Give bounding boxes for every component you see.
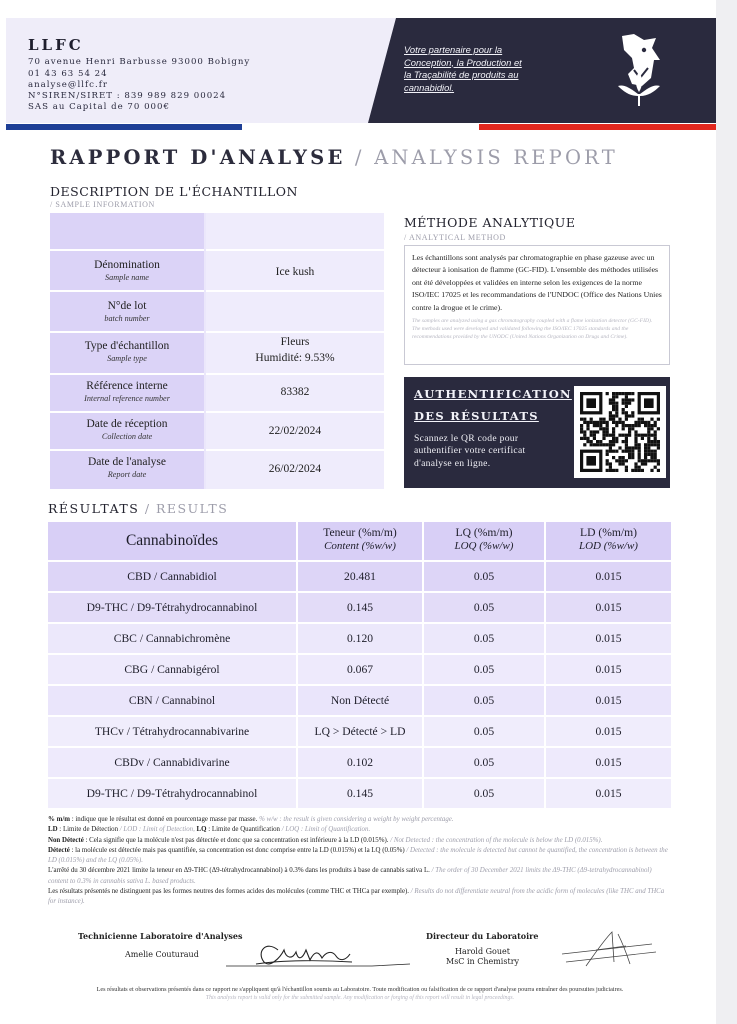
sample-row — [50, 375, 384, 413]
cell-ld: 0.015 — [595, 601, 622, 614]
cell-ld: 0.015 — [595, 725, 622, 738]
sample-row — [50, 413, 384, 451]
note-line — [48, 836, 670, 846]
cell-lq: 0.05 — [473, 725, 495, 738]
note-fr: : Limite de Quantification — [206, 826, 280, 834]
note-key: % m/m — [48, 816, 71, 823]
table-row — [48, 624, 671, 653]
note-key: Détecté — [48, 846, 70, 854]
results-table — [48, 522, 671, 808]
title-fr: RAPPORT D'ANALYSE — [50, 146, 346, 169]
table-row — [48, 717, 671, 746]
sample-value: 22/02/2024 — [268, 425, 322, 437]
director-signature-icon — [556, 928, 660, 970]
sample-section-subtitle: / SAMPLE INFORMATION — [50, 200, 155, 209]
sample-value-humidity: Humidité: 9.53% — [255, 352, 335, 364]
sample-label: Type d'échantillon — [84, 340, 170, 352]
cell-lq: 0.05 — [473, 694, 495, 707]
title-separator: / — [354, 146, 365, 169]
table-row — [48, 593, 671, 622]
note-en: / Not Detected : the concentration of the molecule is below the LD (0.015%). — [390, 836, 603, 844]
cell-name: CBDv / Cannabidivarine — [114, 756, 230, 769]
company-name: LLFC — [28, 36, 84, 54]
sample-row — [50, 451, 384, 489]
sample-label-cell — [50, 413, 204, 451]
footer-disclaimer-en: This analysis report is valid only for the submitted sample. Any modification or forging of this report will result in legal proceedings. — [205, 995, 515, 1001]
company-tagline[interactable] — [404, 44, 564, 94]
director-degree: MsC in Chemistry — [446, 957, 520, 966]
results-notes — [48, 815, 670, 908]
note-fr: : Limite de Détection — [57, 826, 119, 834]
note-fr: : Cela signifie que la molécule n'est pas détectée et donc que sa concentration est inférieure à la LD (0.015%). — [83, 836, 389, 844]
sample-row — [50, 333, 384, 375]
director-name: Harold Gouet — [455, 947, 510, 956]
header-content-en: Content (%w/w) — [324, 540, 396, 552]
cell-name: D9-THC / D9-Tétrahydrocannabinol — [86, 787, 258, 800]
method-text-fr: Les échantillons sont analysés par chromatographie en phase gazeuse avec un détecteur à ionisation de flamme (GC-FID). L'ensemble des méthodes utilisées ont été développées et validées en interne selon les exigences de la norme ISO/IEC 17025 et les recommandations de l'UNDOC (Office des Nations Unies contre la drogue et le crime). — [412, 253, 662, 312]
sample-label: Dénomination — [94, 259, 160, 271]
auth-title-line-2: DES RÉSULTATS — [414, 409, 539, 423]
note-line — [48, 866, 670, 887]
note-fr: L'arrêté du 30 décembre 2021 limite la teneur en Δ9-THC (Δ9-tétrahydrocannabinol) à 0.3% dans les produits à base de cannabis sativa L. — [48, 867, 430, 875]
sample-label-cell — [50, 451, 204, 489]
method-section-title: MÉTHODE ANALYTIQUE — [404, 215, 576, 230]
sample-label-cell — [50, 333, 204, 375]
note-fr: : la molécule est détectée mais pas quantifiée, sa concentration est donc comprise entre la LD (0.015%) et la LQ (0.05%) — [69, 846, 405, 854]
sample-value-cell — [206, 213, 384, 251]
footer-disclaimer-fr: Les résultats et observations présentés dans ce rapport ne s'appliquent qu'à l'échantillon soumis au Laboratoire. Toute modification ou falsification de ce rapport d'analyse pourra entraîner des poursuites judiciaires. — [96, 986, 624, 993]
auth-title-line-1: AUTHENTIFICATION — [414, 387, 572, 401]
sample-label: Date de l'analyse — [87, 456, 167, 468]
method-section-subtitle: / ANALYTICAL METHOD — [404, 233, 506, 242]
cell-lq: 0.05 — [473, 570, 495, 583]
cell-name: THCv / Tétrahydrocannabivarine — [94, 725, 250, 738]
auth-instructions: Scannez le QR code pour authentifier votre certificat d'analyse en ligne. — [414, 433, 526, 469]
cell-name: CBD / Cannabidiol — [127, 570, 217, 583]
note-key: LQ — [196, 826, 207, 834]
sample-label: Date de réception — [86, 418, 168, 430]
method-text-en: The samples are analyzed using a gas chromatography coupled with a flame ionization detector (GC-FID). The methods used were developed and validated following the ISO/IEC 17025 standards and the recommendations provided by the UNODC (United Nations Organization on Drugs and Crime). — [412, 318, 653, 341]
header-content — [298, 522, 422, 560]
tagline-line: Votre partenaire pour la — [404, 44, 503, 55]
header-cannabinoids — [48, 522, 296, 560]
company-email[interactable]: analyse@llfc.fr — [28, 80, 108, 90]
header-cannabinoids-label: Cannabinoïdes — [125, 532, 219, 549]
sample-header-row — [50, 213, 384, 251]
qr-code-icon[interactable] — [574, 386, 666, 478]
results-title-fr: RÉSULTATS — [48, 501, 140, 516]
note-line — [48, 815, 670, 825]
company-siren: N°SIREN/SIRET : 839 989 829 00024 — [28, 91, 227, 101]
page-edge — [716, 0, 737, 1024]
results-title-en: RESULTS — [156, 501, 229, 516]
table-row — [48, 655, 671, 684]
cell-lq: 0.05 — [473, 663, 495, 676]
sample-value-cell — [206, 333, 384, 375]
note-en: / Results do not differentiate neutral from the acidic form of molecules (like THC and THCa for instance). — [48, 888, 665, 906]
cell-ld: 0.015 — [595, 570, 622, 583]
results-title-sep: / — [144, 501, 151, 516]
cell-ld: 0.015 — [595, 694, 622, 707]
sample-value-cell — [206, 251, 384, 292]
company-address: 70 avenue Henri Barbusse 93000 Bobigny — [28, 57, 251, 67]
sample-value: Fleurs — [280, 336, 310, 348]
method-description-box — [404, 245, 670, 365]
company-capital: SAS au Capital de 70 000€ — [28, 102, 170, 112]
sample-value-cell — [206, 451, 384, 489]
cell-content: 0.102 — [346, 756, 374, 769]
flag-red-bar — [479, 124, 716, 130]
cell-content: 20.481 — [344, 570, 376, 583]
sample-label-cell — [50, 251, 204, 292]
results-section-title — [48, 501, 228, 516]
sample-info-table — [50, 213, 384, 489]
sample-section-title: DESCRIPTION DE L'ÉCHANTILLON — [50, 184, 298, 199]
title-en: ANALYSIS REPORT — [374, 146, 618, 169]
tagline-line: cannabidiol. — [404, 81, 455, 93]
sample-row — [50, 292, 384, 333]
director-title: Directeur du Laboratoire — [426, 931, 539, 941]
sample-row — [50, 251, 384, 292]
header-lq — [424, 522, 544, 560]
cell-content: 0.145 — [346, 601, 374, 614]
note-line — [48, 825, 670, 835]
sample-value-cell — [206, 413, 384, 451]
column-divider — [422, 522, 424, 808]
sample-label-cell — [50, 375, 204, 413]
cell-content: 0.067 — [346, 663, 374, 676]
results-header-row — [48, 522, 671, 560]
sample-value: 26/02/2024 — [268, 463, 322, 475]
sample-label-en: Sample name — [105, 273, 149, 282]
cell-ld: 0.015 — [595, 663, 622, 676]
cell-ld: 0.015 — [595, 632, 622, 645]
sample-label-cell — [50, 213, 204, 251]
table-row — [48, 562, 671, 591]
table-row — [48, 748, 671, 777]
cell-name: CBC / Cannabichromène — [113, 632, 231, 645]
sample-label-en: Internal reference number — [84, 394, 170, 403]
table-row — [48, 779, 671, 808]
sample-label: Référence interne — [86, 380, 168, 392]
note-key: LD — [48, 826, 58, 834]
note-key: Non Détecté — [48, 836, 84, 844]
sample-label-en: batch number — [104, 314, 150, 323]
sample-label: N°de lot — [107, 300, 147, 312]
tagline-line: Conception, la Production et — [404, 56, 522, 68]
sample-value: 83382 — [280, 386, 310, 398]
sample-value: Ice kush — [275, 266, 315, 278]
column-divider — [296, 522, 298, 808]
note-en: / LOD : Limit of Detection, — [119, 826, 195, 834]
cell-lq: 0.05 — [473, 601, 495, 614]
sample-value-cell — [206, 292, 384, 333]
note-fr: Les résultats présentés ne distinguent pas les formes neutres des formes acides des molécules (comme THC et THCa par exemple). — [48, 888, 410, 896]
header-ld-fr: LD (%m/m) — [580, 526, 637, 539]
cell-content: 0.120 — [346, 632, 374, 645]
sample-label-cell — [50, 292, 204, 333]
cell-lq: 0.05 — [473, 632, 495, 645]
cell-name: CBN / Cannabinol — [128, 694, 216, 707]
note-line — [48, 846, 670, 867]
cell-ld: 0.015 — [595, 756, 622, 769]
sample-label-en: Collection date — [101, 432, 153, 441]
cell-ld: 0.015 — [595, 787, 622, 800]
header-content-fr: Teneur (%m/m) — [323, 526, 397, 539]
header-ld-en: LOD (%w/w) — [579, 540, 638, 552]
note-line — [48, 887, 670, 908]
cell-lq: 0.05 — [473, 756, 495, 769]
header-lq-fr: LQ (%m/m) — [455, 526, 513, 539]
note-en: / LOQ : Limit of Quantification. — [281, 826, 371, 834]
technician-signature-icon — [222, 936, 412, 970]
company-phone: 01 43 63 54 24 — [28, 69, 108, 79]
rooster-leaf-logo-icon — [604, 30, 674, 112]
cell-content: Non Détecté — [330, 694, 390, 707]
note-en: / The order of 30 December 2021 limits the Δ9-THC (Δ9-tetrahydrocannabinol) content to 0.3% in cannabis sativa L. based products. — [48, 867, 652, 885]
flag-blue-bar — [6, 124, 242, 130]
cell-lq: 0.05 — [473, 787, 495, 800]
cell-content: LQ > Détecté > LD — [314, 725, 406, 738]
page-title — [50, 146, 618, 169]
note-fr: : indique que le résultat est donné en pourcentage masse par masse. — [70, 816, 258, 823]
note-en: % w/w : the result is given considering a weight by weight percentage. — [259, 816, 454, 823]
column-divider — [544, 522, 546, 808]
cell-name: CBG / Cannabigérol — [124, 663, 220, 676]
note-en: / Detected : the molecule is detected but cannot be quantified, the concentration is between the LD (0.015%) and the LQ (0.05%). — [48, 846, 668, 865]
technician-title: Technicienne Laboratoire d'Analyses — [78, 931, 243, 941]
table-row — [48, 686, 671, 715]
tagline-line: la Traçabilité de produits au — [404, 69, 519, 80]
sample-label-en: Report date — [107, 470, 147, 479]
cell-name: D9-THC / D9-Tétrahydrocannabinol — [86, 601, 258, 614]
header-lq-en: LOQ (%w/w) — [454, 540, 514, 552]
cell-content: 0.145 — [346, 787, 374, 800]
technician-name: Amelie Couturaud — [125, 950, 199, 959]
sample-label-en: Sample type — [107, 354, 147, 363]
header-ld — [546, 522, 671, 560]
sample-value-cell — [206, 375, 384, 413]
